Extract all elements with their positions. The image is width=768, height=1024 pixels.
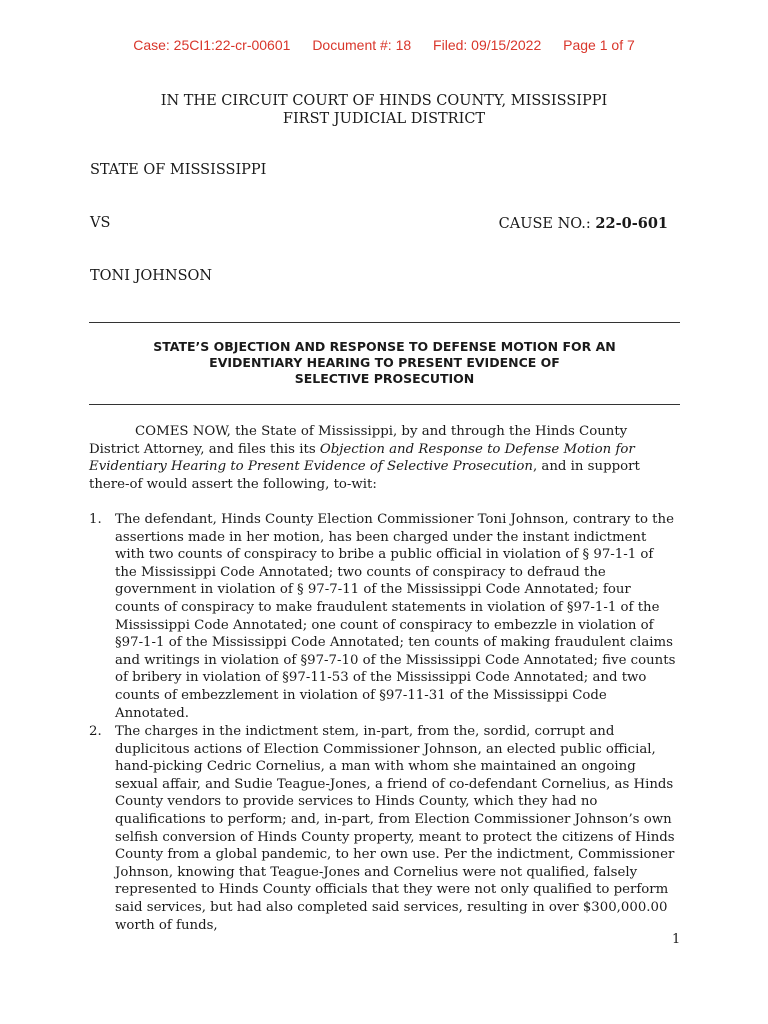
list-item (89, 511, 679, 722)
defendant-name: TONI JOHNSON (90, 268, 213, 284)
list-item-text: The charges in the indictment stem, in-part, from the, sordid, corrupt and duplicitous actions of Election Commissioner Johnson, an elected public official, hand-picking Cedric Cornelius, a man with whom she maintained an ongoing sexual affair, and Sudie Teague-Jones, a friend of co-defendant Cornelius, as Hinds County vendors to provide services to Hinds County, which they had no qualifications to perform; and, in-part, from Election Commissioner Johnson’s own selfish conversion of Hinds County property, meant to protect the citizens of Hinds County from a global pandemic, to her own use. Per the indictment, Commissioner Johnson, knowing that Teague-Jones and Cornelius were not qualified, falsely represented to Hinds County officials that they were not only qualified to perform said services, but had also completed said services, resulting in over $300,000.00 worth of funds, (115, 724, 675, 933)
case-header-stamp (0, 37, 768, 53)
list-item-text: The defendant, Hinds County Election Commissioner Toni Johnson, contrary to the assertions made in her motion, has been charged under the instant indictment with two counts of conspiracy to bribe a public official in violation of § 97-1-1 of the Mississippi Code Annotated; two counts of conspiracy to defraud the government in violation of § 97-7-11 of the Mississippi Code Annotated; four counts of conspiracy to make fraudulent statements in violation of §97-1-1 of the Mississippi Code Annotated; one count of conspiracy to embezzle in violation of §97-1-1 of the Mississippi Code Annotated; ten counts of making fraudulent claims and writings in violation of §97-7-10 of the Mississippi Code Annotated; five counts of bribery in violation of §97-11-53 of the Mississippi Code Annotated; and two counts of embezzlement in violation of §97-11-31 of the Mississippi Code Annotated. (115, 512, 676, 721)
versus-label: VS (90, 215, 111, 231)
title-divider-bottom (89, 404, 680, 405)
filed-date: Filed: 09/15/2022 (433, 37, 542, 53)
title-line-1: STATE’S OBJECTION AND RESPONSE TO DEFENSE MOTION FOR AN (153, 339, 616, 354)
intro-text-before: COMES NOW, the State of Mississippi, by and through the Hinds County District Attorney, and files this its (89, 424, 628, 457)
court-heading (0, 92, 768, 128)
list-item-number: 1. (89, 512, 102, 527)
page-indicator: Page 1 of 7 (563, 37, 635, 53)
cause-label: CAUSE NO.: (498, 216, 596, 232)
page-number: 1 (672, 932, 681, 947)
intro-paragraph (89, 423, 679, 493)
cause-number (499, 215, 668, 232)
intro-text-after: , and in support there-of would assert the following, to-wit: (89, 459, 640, 492)
document-title (89, 339, 680, 387)
intro-italic-title: Objection and Response to Defense Motion for Evidentiary Hearing to Present Evidence of Selective Prosecution (89, 441, 635, 475)
title-line-2: EVIDENTIARY HEARING TO PRESENT EVIDENCE OF (209, 355, 560, 370)
title-line-3: SELECTIVE PROSECUTION (294, 371, 475, 386)
plaintiff-name: STATE OF MISSISSIPPI (90, 162, 267, 178)
title-divider-top (89, 322, 680, 323)
court-name: IN THE CIRCUIT COURT OF HINDS COUNTY, MISSISSIPPI (160, 93, 608, 109)
cause-value: 22-0-601 (595, 215, 668, 232)
document-number: Document #: 18 (312, 37, 412, 53)
list-item (89, 723, 679, 934)
list-item-number: 2. (89, 724, 102, 739)
case-number: Case: 25CI1:22-cr-00601 (133, 37, 291, 53)
judicial-district: FIRST JUDICIAL DISTRICT (282, 111, 486, 127)
